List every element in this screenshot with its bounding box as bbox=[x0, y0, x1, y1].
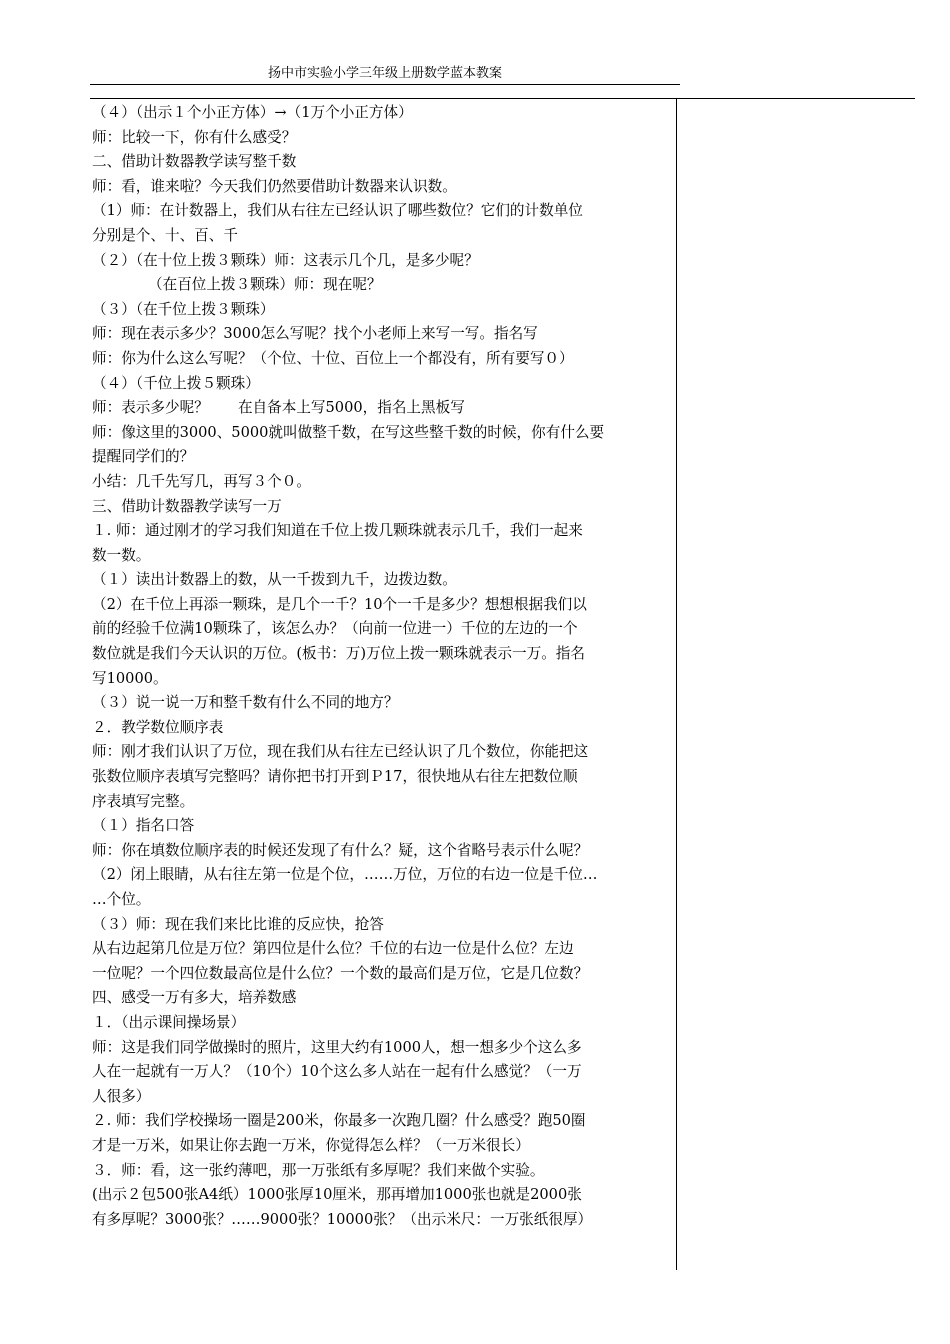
table-top-border bbox=[90, 98, 915, 99]
text-line: 师：像这里的3000、5000就叫做整千数，在写这些整千数的时候，你有什么要 bbox=[92, 423, 605, 441]
text-line: 张数位顺序表填写完整吗？请你把书打开到Ｐ17，很快地从右往左把数位顺 bbox=[92, 768, 578, 786]
text-line: 师：你在填数位顺序表的时候还发现了有什么？疑，这个省略号表示什么呢？ bbox=[92, 841, 589, 859]
text-line: 师：表示多少呢？ 在自备本上写5000，指名上黑板写 bbox=[92, 399, 465, 417]
text-line: （１）指名口答 bbox=[92, 817, 195, 835]
text-line: （2）在千位上再添一颗珠，是几个一千？10个一千是多少？想想根据我们以 bbox=[92, 595, 587, 613]
lesson-body bbox=[92, 101, 660, 1232]
text-line: （在百位上拨３颗珠）师：现在呢？ bbox=[148, 276, 382, 294]
text-line: ２. 师：我们学校操场一圈是200米，你最多一次跑几圈？什么感受？跑50圈 bbox=[92, 1112, 586, 1130]
text-line: （2）闭上眼睛，从右往左第一位是个位，……万位，万位的右边一位是千位… bbox=[92, 866, 598, 884]
text-line: (出示２包500张A4纸）1000张厚10厘米，那再增加1000张也就是2000张 bbox=[92, 1186, 582, 1204]
text-line: 人在一起就有一万人？（10个）10个这么多人站在一起有什么感觉？（一万 bbox=[92, 1063, 582, 1081]
text-line: （３）说一说一万和整千数有什么不同的地方？ bbox=[92, 694, 399, 712]
text-line: 师：这是我们同学做操时的照片，这里大约有1000人，想一想多少个这么多 bbox=[92, 1038, 582, 1056]
text-line: （３）师：现在我们来比比谁的反应快，抢答 bbox=[92, 915, 384, 933]
text-line: 数一数。 bbox=[92, 546, 151, 564]
text-line: 才是一万米，如果让你去跑一万米，你觉得怎么样？（一万米很长） bbox=[92, 1136, 530, 1154]
header-rule bbox=[90, 84, 680, 85]
text-line: ３．师：看，这一张约薄吧，那一万张纸有多厚呢？我们来做个实验。 bbox=[92, 1161, 545, 1179]
text-line: （１）读出计数器上的数，从一千拨到九千，边拨边数。 bbox=[92, 571, 457, 589]
text-line: 序表填写完整。 bbox=[92, 792, 195, 810]
text-line: 写10000。 bbox=[92, 669, 168, 687]
text-line: 有多厚呢？3000张？……9000张？10000张？（出示米尺：一万张纸很厚） bbox=[92, 1210, 593, 1228]
text-line: …个位。 bbox=[92, 891, 151, 908]
text-line: 提醒同学们的？ bbox=[92, 448, 195, 466]
section-heading: 四、感受一万有多大，培养数感 bbox=[92, 989, 297, 1007]
text-line: 师：现在表示多少？3000怎么写呢？找个小老师上来写一写。指名写 bbox=[92, 325, 538, 343]
text-line: １. 师：通过刚才的学习我们知道在千位上拨几颗珠就表示几千，我们一起来 bbox=[92, 522, 583, 540]
text-line: １．（出示课间操场景） bbox=[92, 1013, 246, 1031]
page-header: 扬中市实验小学三年级上册数学蓝本教案 bbox=[267, 66, 502, 81]
text-line: 师：你为什么这么写呢？（个位、十位、百位上一个都没有，所有要写０） bbox=[92, 349, 574, 367]
section-heading: 三、借助计数器教学读写一万 bbox=[92, 497, 282, 515]
text-line: 师：看，谁来啦？今天我们仍然要借助计数器来认识数。 bbox=[92, 177, 457, 195]
text-line: 人很多） bbox=[92, 1087, 151, 1105]
text-line: 师：比较一下，你有什么感受？ bbox=[92, 128, 297, 146]
text-line: 小结：几千先写几，再写３个０。 bbox=[92, 472, 311, 490]
text-line: （４）（千位上拨５颗珠） bbox=[92, 374, 260, 392]
table-column-divider bbox=[676, 98, 677, 1270]
text-line: （４）（出示１个小正方体）→（1万个小正方体） bbox=[92, 104, 413, 121]
text-line: 一位呢？一个四位数最高位是什么位？一个数的最高们是万位，它是几位数？ bbox=[92, 964, 589, 982]
text-line: 从右边起第几位是万位？第四位是什么位？千位的右边一位是什么位？左边 bbox=[92, 940, 574, 958]
section-heading: 二、借助计数器教学读写整千数 bbox=[92, 153, 297, 171]
text-line: （３）（在千位上拨３颗珠） bbox=[92, 300, 275, 318]
text-line: （1）师：在计数器上，我们从右往左已经认识了哪些数位？它们的计数单位 bbox=[92, 202, 583, 220]
text-line: ２．教学数位顺序表 bbox=[92, 718, 224, 736]
text-line: 师：刚才我们认识了万位，现在我们从右往左已经认识了几个数位，你能把这 bbox=[92, 743, 589, 761]
text-line: （２）（在十位上拨３颗珠）师：这表示几个几，是多少呢？ bbox=[92, 251, 479, 269]
text-line: 前的经验千位满10颗珠了，该怎么办？（向前一位进一）千位的左边的一个 bbox=[92, 620, 578, 638]
text-line: 分别是个、十、百、千 bbox=[92, 226, 238, 244]
text-line: 数位就是我们今天认识的万位。(板书：万)万位上拨一颗珠就表示一万。指名 bbox=[92, 645, 585, 663]
